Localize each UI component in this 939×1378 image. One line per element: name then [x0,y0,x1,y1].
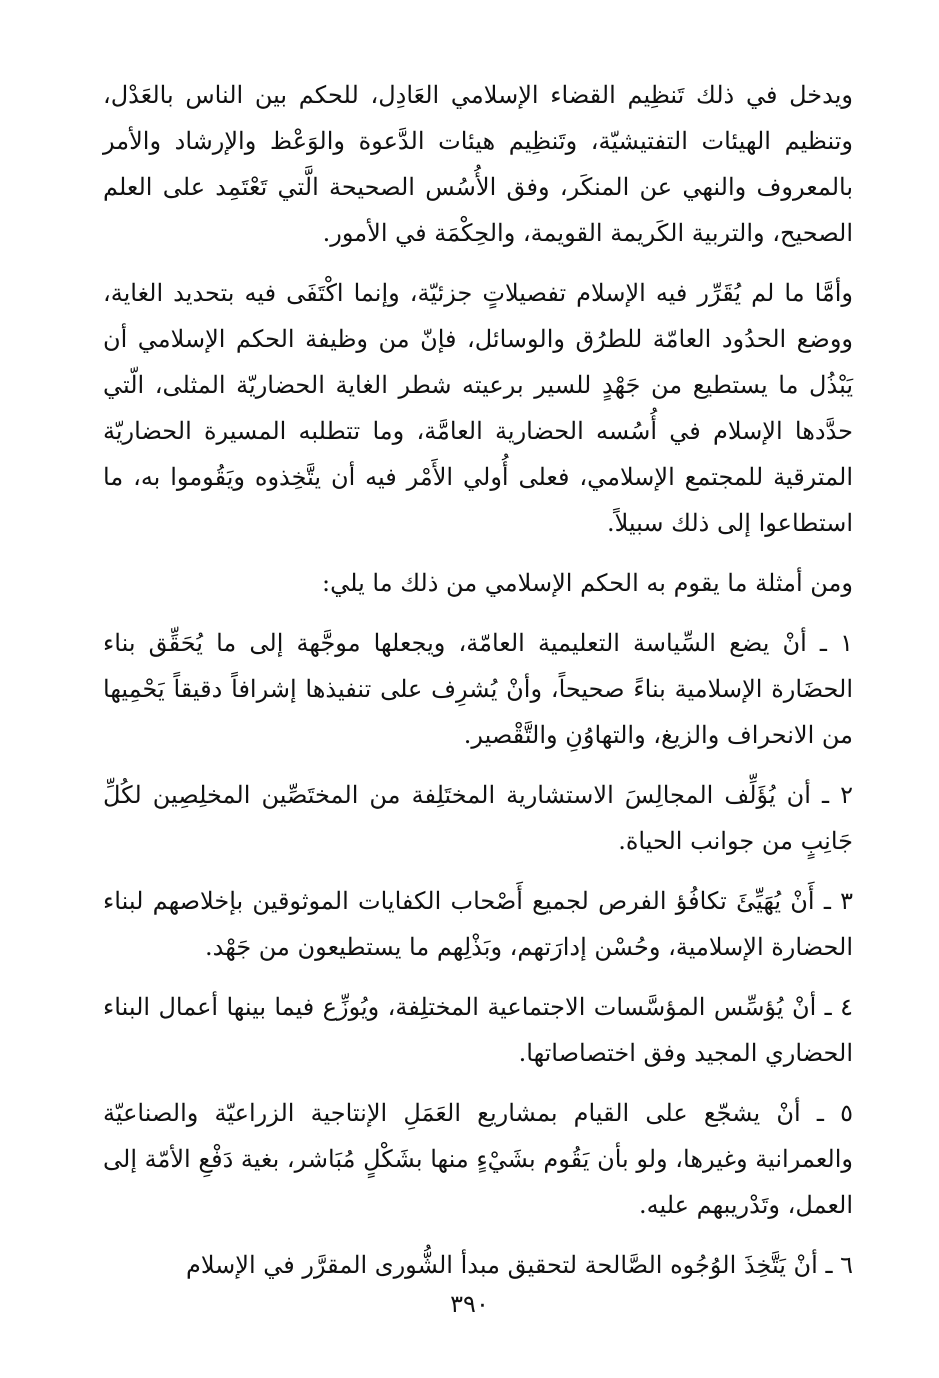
paragraph-gap [103,256,853,270]
paragraph-gap [103,606,853,620]
paragraph-2: وأمَّا ما لم يُقَرِّر فيه الإسلام تفصيلاتٍ جزئيّة، وإنما اكْتَفَى فيه بتحديد الغاية، ووضع الحدُود العامّة للطرُق والوسائل، فإنّ من وظيفة الحكم الإسلامي أن يَبْذُل ما يستطيع من جَهْدٍ للسير برعيته شطر الغاية الحضاريّة المثلى، الّتي حدَّدها الإسلام في أُسُسه الحضارية العامَّة، وما تتطلبه المسيرة الحضاريّة المترقية للمجتمع الإسلامي، فعلى أُولي الأَمْر فيه أن يتَّخِذوه ويَقُوموا به، ما استطاعوا إلى ذلك سبيلاً. [103,279,853,537]
paragraph-gap [103,970,853,984]
paragraph-gap [103,1228,853,1242]
page-body [103,72,853,1288]
paragraph-gap [103,1076,853,1090]
list-item-3: ٣ ـ أَنْ يُهَيِّئَ تكافُؤ الفرص لجميع أَصْحاب الكفايات الموثوقين بإخلاصهم لبناء الحضارة الإسلامية، وحُسْن إدارَتهم، وبَذْلِهم ما يستطيعون من جَهْد. [103,887,853,961]
paragraph-gap [103,758,853,772]
paragraph-gap [103,864,853,878]
paragraph-1: ويدخل في ذلك تَنظِيم القضاء الإسلامي العَادِل، للحكم بين الناس بالعَدْل، وتنظيم الهيئات التفتيشيّة، وتَنظِيم هيئات الدَّعوة والوَعْظ والإرشاد والأمر بالمعروف والنهي عن المنكَر، وفق الأُسُس الصحيحة الَّتي تَعْتَمِد على العلم الصحيح، والتربية الكَريمة القويمة، والحِكْمَة في الأمور. [103,81,853,247]
list-item-1: ١ ـ أنْ يضع السِّياسة التعليمية العامّة، ويجعلها موجَّهة إلى ما يُحَقِّق بناء الحضَارة الإسلامية بناءً صحيحاً، وأنْ يُشرِف على تنفيذها إشرافاً دقيقاً يَحْمِيها من الانحراف والزيغ، والتهاوُنِ والتَّقْصير. [103,629,853,749]
paragraph-3: ومن أمثلة ما يقوم به الحكم الإسلامي من ذلك ما يلي: [322,569,853,597]
list-item-6: ٦ ـ أنْ يَتَّخِذَ الوُجُوه الصَّالحة لتحقيق مبدأ الشُّورى المقرَّر في الإسلام [185,1251,853,1279]
page-number: ٣٩٠ [450,1290,489,1318]
paragraph-gap [103,546,853,560]
list-item-4: ٤ ـ أنْ يُؤسِّس المؤسَّسات الاجتماعية المختلِفة، ويُوزِّع فيما بينها أعمال البناء الحضاري المجيد وفق اختصاصاتها. [103,993,853,1067]
list-item-5: ٥ ـ أنْ يشجّع على القيام بمشاريع العَمَلِ الإنتاجية الزراعيّة والصناعيّة والعمرانية وغيرها، ولو بأن يَقُوم بشَيْءٍ منها بشَكْلٍ مُبَاشر، بغية دَفْعِ الأمّة إلى العمل، وتَدْريبهم عليه. [103,1099,854,1219]
list-item-2: ٢ ـ أن يُؤَلِّف المجالِسَ الاستشارية المختَلِفة من المختَصِّين المخلِصِين لكُلِّ جَانِبٍ من جوانب الحياة. [103,781,853,855]
